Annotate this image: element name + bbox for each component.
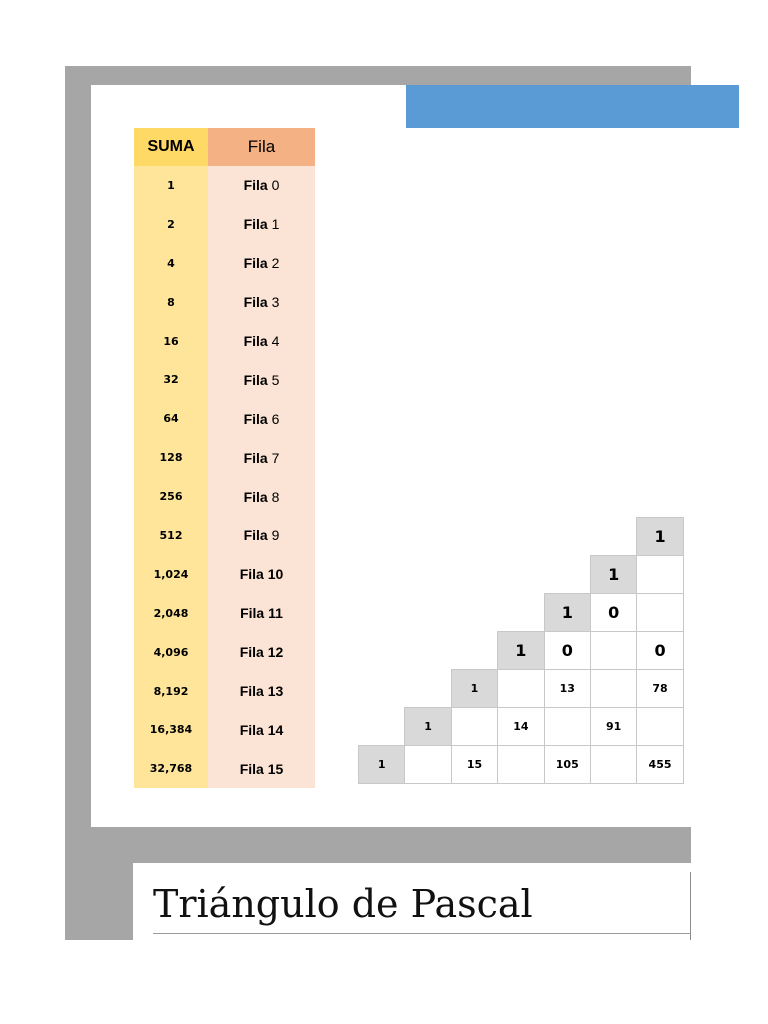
triangle-cell: 105 bbox=[544, 746, 590, 784]
table-row bbox=[134, 244, 315, 283]
triangle-blank bbox=[359, 670, 405, 708]
triangle-row bbox=[359, 632, 684, 670]
sum-table-body bbox=[134, 166, 315, 788]
triangle-cell: 78 bbox=[637, 670, 683, 708]
pascal-triangle bbox=[358, 517, 684, 784]
suma-cell: 16,384 bbox=[134, 710, 208, 749]
suma-cell: 64 bbox=[134, 399, 208, 438]
suma-cell: 512 bbox=[134, 516, 208, 555]
fila-word: Fila bbox=[239, 721, 264, 738]
triangle-cell bbox=[637, 556, 683, 594]
triangle-cell bbox=[451, 708, 497, 746]
fila-number: 12 bbox=[267, 644, 284, 661]
triangle-cell bbox=[590, 746, 636, 784]
table-row bbox=[134, 594, 315, 633]
fila-cell bbox=[208, 516, 315, 555]
fila-word: Fila bbox=[239, 760, 264, 777]
triangle-cell: 0 bbox=[544, 632, 590, 670]
fila-number: 10 bbox=[267, 566, 284, 583]
triangle-blank bbox=[451, 594, 497, 632]
triangle-cell bbox=[590, 670, 636, 708]
suma-cell: 1,024 bbox=[134, 555, 208, 594]
suma-cell: 16 bbox=[134, 322, 208, 361]
table-row bbox=[134, 438, 315, 477]
fila-number: 7 bbox=[271, 449, 280, 466]
fila-number: 15 bbox=[267, 760, 284, 777]
fila-word: Fila bbox=[243, 410, 268, 427]
fila-word: Fila bbox=[243, 216, 268, 233]
triangle-blank bbox=[451, 518, 497, 556]
fila-cell bbox=[208, 594, 315, 633]
fila-cell bbox=[208, 244, 315, 283]
fila-number: 13 bbox=[267, 683, 284, 700]
triangle-blank bbox=[359, 556, 405, 594]
triangle-blank bbox=[544, 556, 590, 594]
table-row bbox=[134, 283, 315, 322]
fila-cell bbox=[208, 633, 315, 672]
sum-table-header bbox=[134, 128, 315, 166]
triangle-cell: 15 bbox=[451, 746, 497, 784]
triangle-blank bbox=[405, 556, 451, 594]
triangle-blank bbox=[405, 594, 451, 632]
fila-cell bbox=[208, 710, 315, 749]
table-row bbox=[134, 710, 315, 749]
triangle-cell: 1 bbox=[359, 746, 405, 784]
triangle-blank bbox=[590, 518, 636, 556]
triangle-cell: 14 bbox=[498, 708, 544, 746]
triangle-cell bbox=[498, 746, 544, 784]
triangle-cell: 13 bbox=[544, 670, 590, 708]
triangle-blank bbox=[405, 670, 451, 708]
triangle-blank bbox=[359, 594, 405, 632]
triangle-row bbox=[359, 708, 684, 746]
fila-number: 11 bbox=[268, 605, 283, 622]
fila-word: Fila bbox=[239, 566, 264, 583]
triangle-cell: 1 bbox=[590, 556, 636, 594]
triangle-blank bbox=[451, 556, 497, 594]
fila-number: 9 bbox=[271, 527, 280, 544]
fila-word: Fila bbox=[243, 527, 268, 544]
triangle-blank bbox=[498, 556, 544, 594]
fila-number: 2 bbox=[271, 255, 280, 272]
table-row bbox=[134, 555, 315, 594]
fila-number: 5 bbox=[271, 371, 280, 388]
triangle-cell: 1 bbox=[498, 632, 544, 670]
suma-cell: 4,096 bbox=[134, 633, 208, 672]
table-row bbox=[134, 516, 315, 555]
triangle-cell bbox=[637, 594, 683, 632]
fila-cell bbox=[208, 749, 315, 788]
fila-number: 1 bbox=[271, 216, 280, 233]
fila-number: 6 bbox=[271, 410, 280, 427]
fila-word: Fila bbox=[243, 255, 268, 272]
table-row bbox=[134, 672, 315, 711]
fila-number: 14 bbox=[267, 721, 284, 738]
table-row bbox=[134, 749, 315, 788]
triangle-cell: 1 bbox=[405, 708, 451, 746]
header-fila: Fila bbox=[208, 128, 315, 166]
triangle-row bbox=[359, 746, 684, 784]
table-row bbox=[134, 205, 315, 244]
triangle-row bbox=[359, 670, 684, 708]
fila-cell bbox=[208, 283, 315, 322]
triangle-blank bbox=[544, 518, 590, 556]
fila-cell bbox=[208, 672, 315, 711]
title-right-rule bbox=[690, 872, 691, 940]
fila-cell bbox=[208, 205, 315, 244]
table-row bbox=[134, 477, 315, 516]
fila-word: Fila bbox=[239, 644, 264, 661]
fila-cell bbox=[208, 399, 315, 438]
fila-word: Fila bbox=[243, 371, 268, 388]
triangle-blank bbox=[498, 594, 544, 632]
suma-cell: 2,048 bbox=[134, 594, 208, 633]
fila-cell bbox=[208, 438, 315, 477]
suma-cell: 4 bbox=[134, 244, 208, 283]
header-suma: SUMA bbox=[134, 128, 208, 166]
triangle-blank bbox=[405, 632, 451, 670]
fila-word: Fila bbox=[239, 683, 264, 700]
triangle-cell: 1 bbox=[544, 594, 590, 632]
triangle-blank bbox=[498, 518, 544, 556]
table-row bbox=[134, 633, 315, 672]
triangle-row bbox=[359, 594, 684, 632]
triangle-cell bbox=[544, 708, 590, 746]
fila-number: 4 bbox=[271, 333, 280, 349]
page-title: Triángulo de Pascal bbox=[153, 882, 533, 926]
pascal-triangle-body bbox=[359, 518, 684, 784]
table-row bbox=[134, 166, 315, 205]
triangle-cell: 91 bbox=[590, 708, 636, 746]
triangle-cell: 1 bbox=[451, 670, 497, 708]
triangle-cell: 0 bbox=[637, 632, 683, 670]
triangle-cell bbox=[637, 708, 683, 746]
fila-cell bbox=[208, 555, 315, 594]
sum-table bbox=[134, 128, 315, 788]
fila-number: 0 bbox=[271, 177, 280, 194]
fila-cell bbox=[208, 477, 315, 516]
fila-word: Fila bbox=[243, 177, 268, 194]
fila-word: Fila bbox=[243, 488, 268, 505]
fila-cell bbox=[208, 166, 315, 205]
suma-cell: 1 bbox=[134, 166, 208, 205]
fila-number: 8 bbox=[271, 488, 280, 505]
suma-cell: 8 bbox=[134, 283, 208, 322]
fila-word: Fila bbox=[243, 333, 268, 349]
fila-cell bbox=[208, 360, 315, 399]
suma-cell: 128 bbox=[134, 438, 208, 477]
fila-cell bbox=[208, 322, 315, 361]
triangle-cell: 0 bbox=[590, 594, 636, 632]
triangle-blank bbox=[451, 632, 497, 670]
triangle-cell bbox=[590, 632, 636, 670]
fila-word: Fila bbox=[243, 294, 268, 311]
triangle-blank bbox=[359, 518, 405, 556]
triangle-row bbox=[359, 556, 684, 594]
fila-word: Fila bbox=[240, 605, 265, 622]
triangle-row bbox=[359, 518, 684, 556]
title-underline bbox=[153, 933, 691, 934]
fila-word: Fila bbox=[243, 449, 268, 466]
table-row bbox=[134, 399, 315, 438]
triangle-cell: 1 bbox=[637, 518, 683, 556]
triangle-cell: 455 bbox=[637, 746, 683, 784]
table-row bbox=[134, 322, 315, 361]
blue-accent-bar bbox=[406, 85, 739, 128]
suma-cell: 8,192 bbox=[134, 672, 208, 711]
suma-cell: 32 bbox=[134, 360, 208, 399]
fila-number: 3 bbox=[271, 294, 280, 311]
triangle-blank bbox=[405, 518, 451, 556]
triangle-blank bbox=[359, 632, 405, 670]
table-row bbox=[134, 360, 315, 399]
triangle-cell bbox=[405, 746, 451, 784]
suma-cell: 32,768 bbox=[134, 749, 208, 788]
triangle-blank bbox=[359, 708, 405, 746]
suma-cell: 2 bbox=[134, 205, 208, 244]
suma-cell: 256 bbox=[134, 477, 208, 516]
triangle-cell bbox=[498, 670, 544, 708]
